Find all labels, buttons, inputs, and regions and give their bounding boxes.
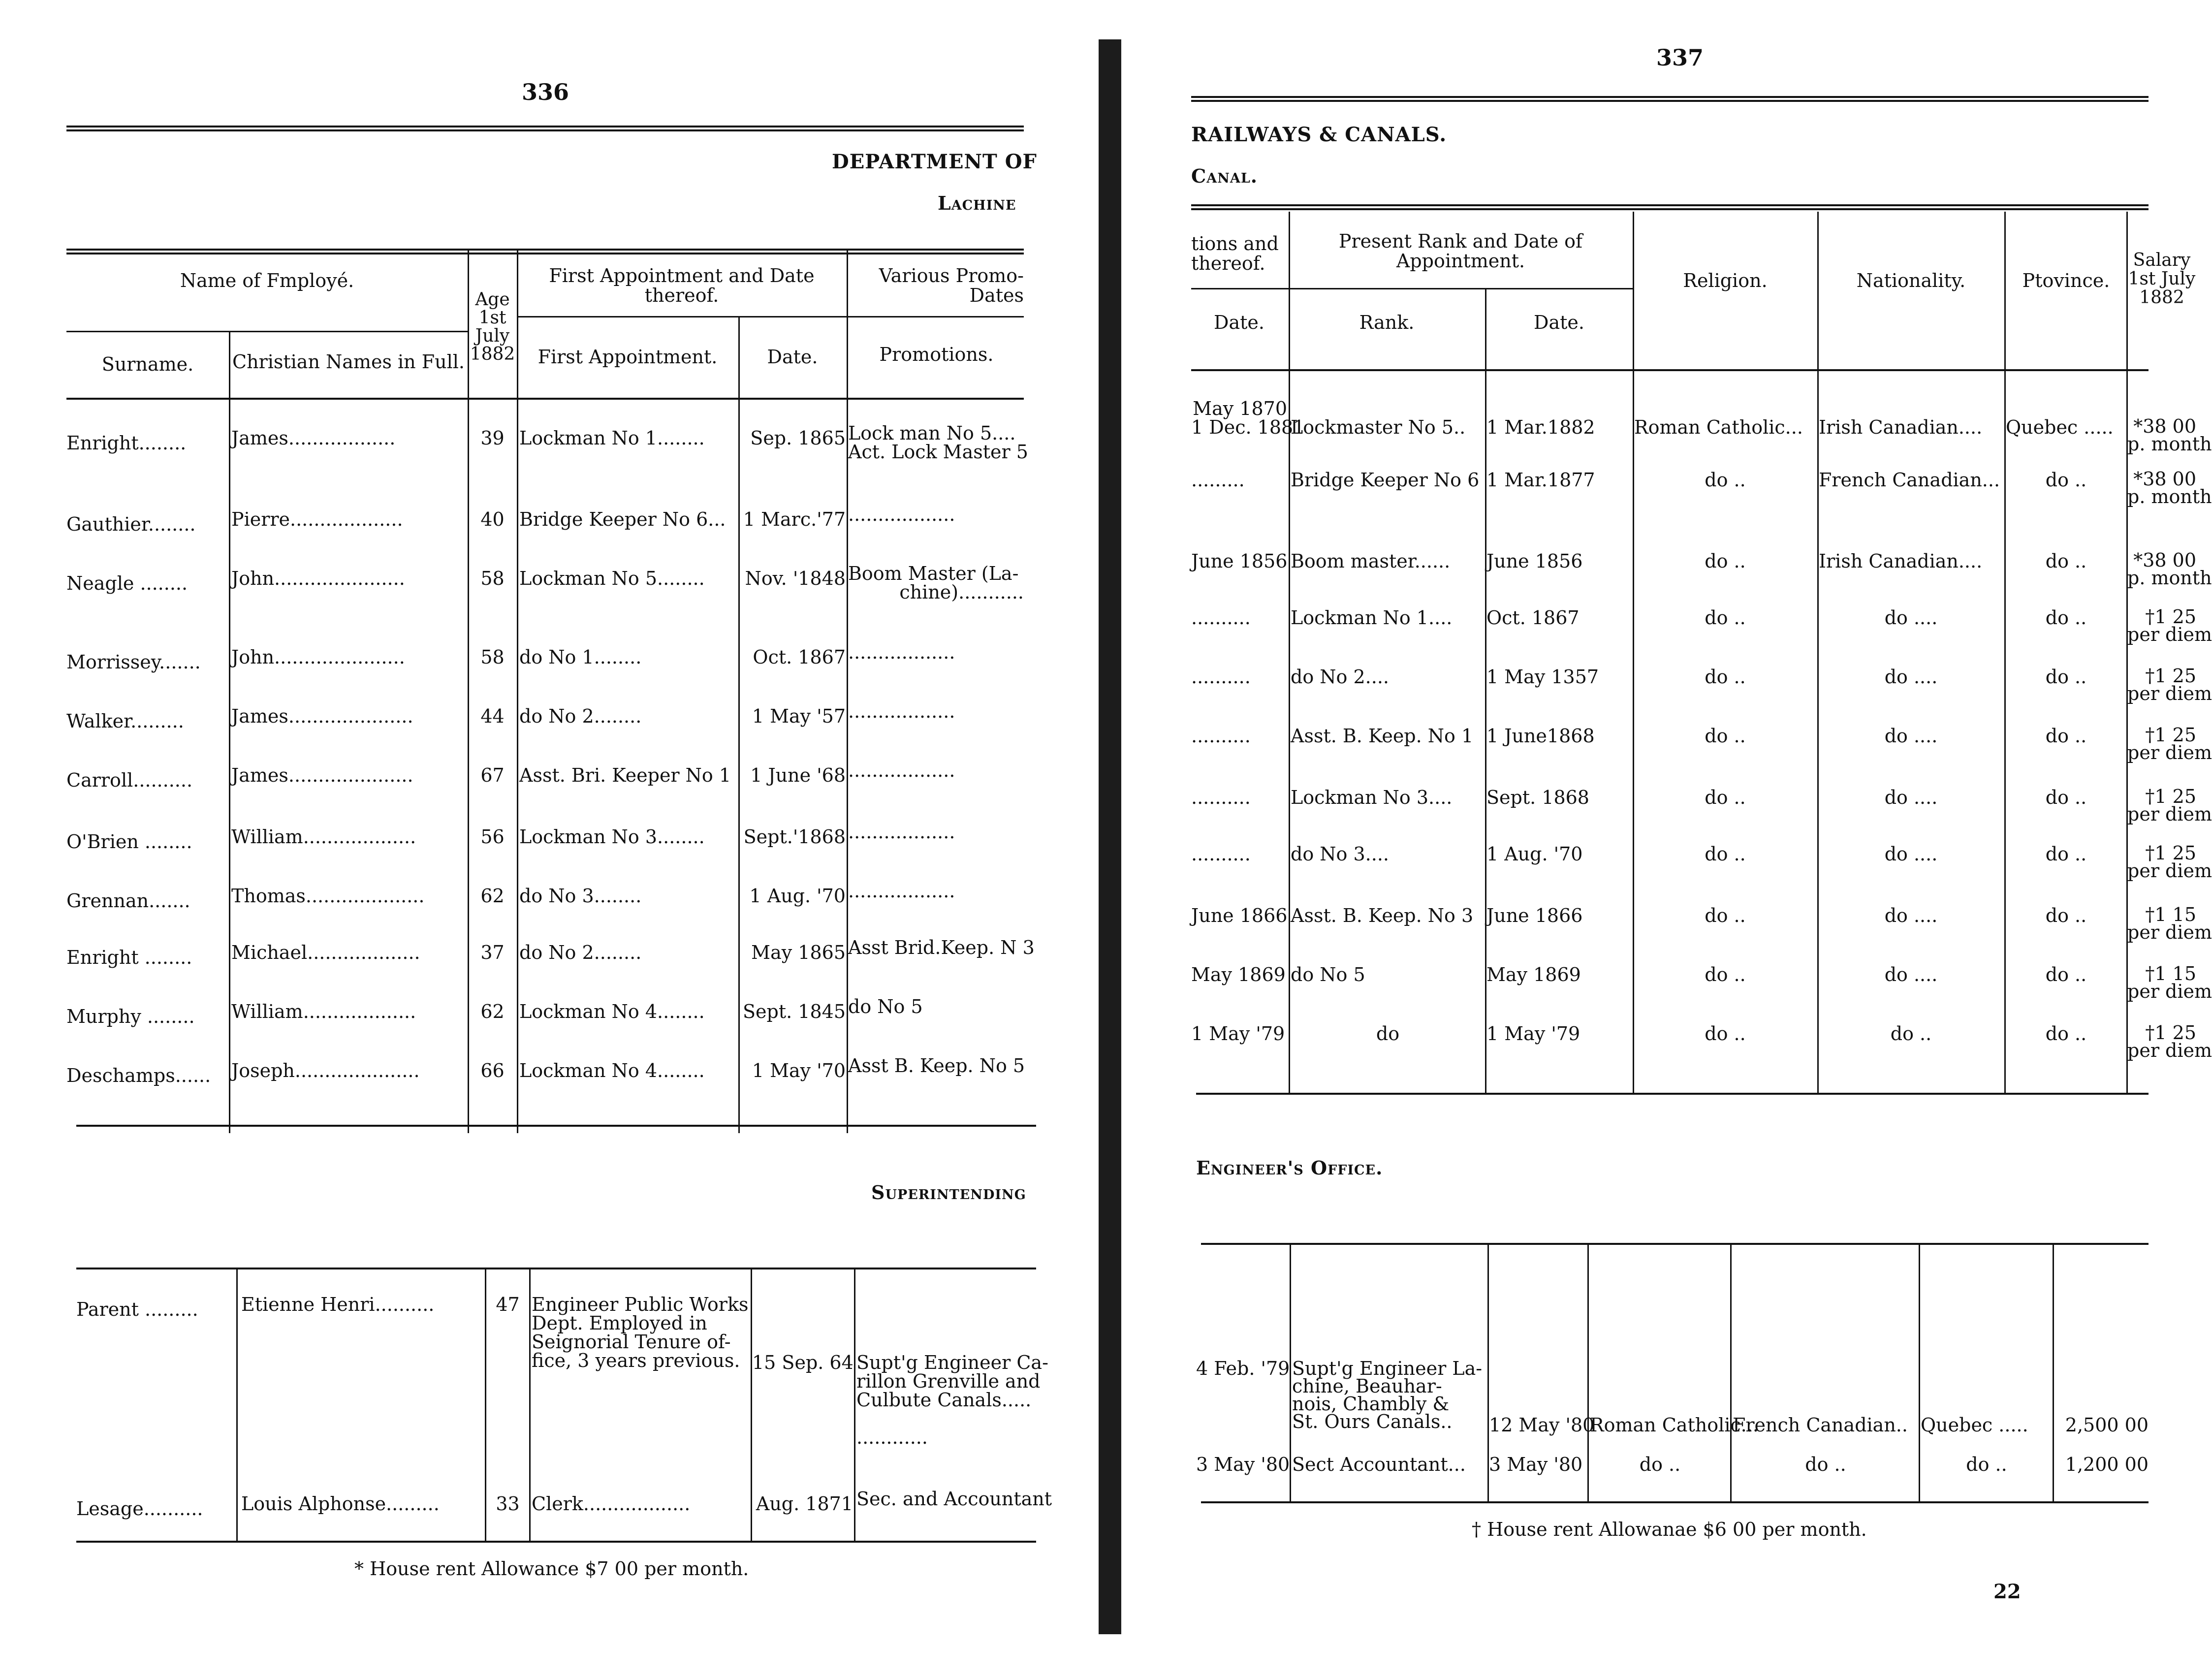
date-cell: 15 Sep. 64 [752,1352,853,1373]
surname-cell: Deschamps...... [66,1065,211,1086]
first-appointment-cell: Dept. Employed in [532,1312,707,1334]
province-cell: do .. [2045,469,2087,491]
age-cell: 62 [480,885,505,907]
divider [66,398,1024,400]
rank-date-cell: Sept. 1868 [1486,787,1589,808]
header-salary: Salary 1st July 1882 [2128,250,2196,308]
promotion-cell: Asst B. Keep. No 5 [848,1055,1025,1077]
divider [1191,204,2149,210]
header-rank-date: Date. [1534,312,1584,333]
salary-cell: per diem [2127,803,2212,825]
promotion-cell: .................. [848,504,955,525]
date-cell: 1 May '57 [752,705,846,727]
christian-name-cell: William................... [231,1001,416,1022]
divider [66,249,1024,254]
rank-cell: Supt'g Engineer La- [1292,1358,1483,1379]
rank-cell: chine, Beauhar- [1292,1375,1442,1397]
salary-cell: †1 25 [2145,665,2196,687]
promotion-cell: do No 5 [848,996,923,1017]
first-appointment-cell: Lockman No 5........ [519,568,705,589]
nationality-cell: do .... [1884,666,1938,688]
age-cell: 39 [480,427,505,449]
divider [66,126,1024,131]
promotion-date-cell: 1 May '79 [1191,1023,1285,1045]
header-first-appt-group: First Appointment and Date thereof. [549,265,815,306]
rank-date-cell: June 1866 [1486,905,1583,926]
header-nationality: Nationality. [1856,270,1966,291]
date-cell: Aug. 1871 [756,1493,853,1515]
date-cell: 1 May '70 [752,1060,846,1081]
header-promo-group: Various Promo- Dates [879,265,1024,306]
religion-cell: Roman Catholic... [1634,416,1803,438]
header-province: Ptovince. [2022,270,2110,291]
surname-cell: Gauthier........ [66,513,196,535]
rank-date-cell: 1 May 1357 [1486,666,1599,688]
divider [76,1268,1036,1269]
first-appointment-cell: do No 1........ [519,646,642,668]
first-appointment-cell: Seignorial Tenure of- [532,1331,731,1353]
surname-cell: Enright........ [66,432,187,454]
salary-cell: *38 00 [2133,415,2196,437]
surname-cell: Walker......... [66,710,184,732]
promotion-date-cell: June 1866 [1191,905,1288,926]
province-cell: do .. [2045,843,2087,865]
age-cell: 40 [480,508,505,530]
divider [1196,1093,2149,1095]
promotion-cell: .................. [848,641,955,663]
promotion-cell: Culbute Canals..... [856,1389,1032,1411]
age-cell: 58 [480,646,505,668]
nationality-cell: do .. [1805,1454,1846,1475]
binding-gutter [1099,39,1121,1634]
first-appointment-cell: Engineer Public Works [532,1294,749,1315]
promotion-date-cell: .......... [1191,666,1251,688]
salary-cell: 2,500 00 [2065,1414,2149,1436]
christian-name-cell: Thomas.................... [231,885,425,907]
salary-cell: per diem [2127,1040,2212,1061]
age-cell: 62 [480,1001,505,1022]
rank-date-cell: 12 May '80 [1489,1414,1595,1436]
promotion-date-cell: .......... [1191,843,1251,865]
promotion-date-cell: May 1869 [1191,964,1286,985]
header-name-group: Name of Fmployé. [180,270,354,291]
divider [76,1125,1036,1127]
salary-cell: †1 25 [2145,724,2196,746]
column-line [2126,212,2128,1093]
christian-name-cell: Pierre................... [231,508,403,530]
first-appointment-cell: fice, 3 years previous. [532,1350,740,1371]
rank-cell: Asst. B. Keep. No 3 [1291,905,1474,926]
divider [1201,1501,2149,1503]
footnote: † House rent Allowanae $6 00 per month. [1472,1519,1867,1540]
rank-date-cell: June 1856 [1486,550,1583,572]
salary-cell: per diem [2127,624,2212,645]
nationality-cell: do .... [1884,905,1938,926]
promotion-date-cell: June 1856 [1191,550,1288,572]
surname-cell: Morrissey....... [66,651,201,673]
column-line [1290,1243,1291,1501]
rank-date-cell: Oct. 1867 [1486,607,1580,629]
salary-cell: †1 25 [2145,786,2196,807]
page-number: 337 [1656,44,1704,71]
rank-cell: Sect Accountant... [1292,1454,1466,1475]
header-age: Age 1st July 1882 [470,289,515,364]
divider [1191,96,2149,102]
department-heading: RAILWAYS & CANALS. [1191,123,1447,146]
province-cell: do .. [2045,964,2087,985]
rank-date-cell: May 1869 [1486,964,1581,985]
first-appointment-cell: Lockman No 1........ [519,427,705,449]
first-appointment-cell: do No 2........ [519,705,642,727]
rank-date-cell: 3 May '80 [1489,1454,1583,1475]
surname-cell: Lesage.......... [76,1498,203,1520]
religion-cell: do .. [1639,1454,1681,1475]
header-first-appt: First Appointment. [537,346,718,368]
column-line [1633,212,1634,1093]
column-line [2053,1243,2054,1501]
superintending-label: Superintending [871,1181,1026,1204]
date-cell: May 1865 [751,942,846,963]
salary-cell: per diem [2127,860,2212,882]
nationality-cell: do .... [1884,843,1938,865]
nationality-cell: Irish Canadian.... [1819,416,1983,438]
province-cell: do .. [2045,550,2087,572]
christian-name-cell: John...................... [231,568,405,589]
rank-date-cell: 1 Aug. '70 [1486,843,1583,865]
header-rank-group: Present Rank and Date of Appointment. [1338,230,1583,272]
age-cell: 58 [480,568,505,589]
province-cell: do .. [2045,725,2087,747]
date-cell: 1 Aug. '70 [749,885,846,907]
rank-cell: do No 3.... [1291,843,1389,865]
province-cell: do .. [2045,666,2087,688]
divider [76,1541,1036,1543]
religion-cell: do .. [1705,787,1746,808]
rank-date-cell: 1 May '79 [1486,1023,1580,1045]
promotion-date-cell: .......... [1191,607,1251,629]
rank-cell: Lockmaster No 5.. [1291,416,1466,438]
promotion-cell: .................. [848,821,955,843]
salary-cell: per diem [2127,742,2212,763]
date-cell: 1 June '68 [750,764,846,786]
column-line [1730,1243,1732,1501]
rank-cell: do [1376,1023,1400,1045]
divider [517,316,1024,317]
surname-cell: Enright ........ [66,947,192,968]
rank-cell: do No 5 [1291,964,1365,985]
rank-cell: Asst. B. Keep. No 1 [1291,725,1474,747]
left-page [0,0,1093,1680]
christian-name-cell: Michael................... [231,942,420,963]
age-cell: 47 [496,1294,520,1315]
first-appointment-cell: Lockman No 4........ [519,1060,705,1081]
date-cell: Sep. 1865 [750,427,846,449]
province-cell: do .. [1966,1454,2007,1475]
promotion-date-cell: 3 May '80 [1196,1454,1290,1475]
christian-name-cell: Joseph..................... [231,1060,420,1081]
promotion-cell: Boom Master (La- [848,563,1019,584]
promotion-date-cell: May 1870 [1193,398,1287,419]
salary-cell: per diem [2127,921,2212,943]
religion-cell: do .. [1705,469,1746,491]
first-appointment-cell: Bridge Keeper No 6... [519,508,726,530]
first-appointment-cell: do No 3........ [519,885,642,907]
promotion-cell: Sec. and Accountant [856,1488,1052,1510]
rank-date-cell: 1 Mar.1877 [1486,469,1595,491]
christian-name-cell: James..................... [231,764,413,786]
promotion-date-cell: .......... [1191,725,1251,747]
date-cell: Sept.'1868 [743,826,846,848]
christian-name-cell: John...................... [231,646,405,668]
footnote: * House rent Allowance $7 00 per month. [354,1558,749,1580]
promotion-cell: .................. [848,700,955,722]
column-line [529,1268,531,1541]
section-subheading: Canal. [1191,165,1258,187]
religion-cell: do .. [1705,666,1746,688]
religion-cell: do .. [1705,905,1746,926]
rank-cell: do No 2.... [1291,666,1389,688]
promotion-cell: Lock man No 5.... [848,422,1016,444]
promotion-date-cell: 1 Dec. 1881 [1191,416,1305,438]
age-cell: 66 [480,1060,505,1081]
divider [1191,288,1634,289]
signature-mark: 22 [1993,1580,2021,1603]
rank-cell: nois, Chambly & [1292,1393,1450,1415]
promotion-cell: chine)........... [899,581,1024,603]
promotion-cell: .................. [848,880,955,902]
salary-cell: *38 00 [2133,549,2196,571]
religion-cell: do .. [1705,964,1746,985]
header-christian: Christian Names in Full. [232,351,465,373]
christian-name-cell: James..................... [231,705,413,727]
salary-cell: *38 00 [2133,468,2196,490]
promotion-cell: .................. [848,760,955,781]
salary-cell: per diem [2127,683,2212,704]
surname-cell: Grennan....... [66,890,190,912]
rank-date-cell: 1 Mar.1882 [1486,416,1595,438]
section-subheading: Lachine [938,192,1016,214]
age-cell: 37 [480,942,505,963]
surname-cell: Parent ......... [76,1299,198,1320]
page-number: 336 [522,79,569,105]
surname-cell: Carroll.......... [66,769,193,791]
column-line [1587,1243,1589,1501]
christian-name-cell: Louis Alphonse......... [241,1493,440,1515]
header-promotions: Promotions. [879,344,994,365]
age-cell: 67 [480,764,505,786]
age-cell: 33 [496,1493,520,1515]
salary-cell: p. month [2127,433,2212,455]
surname-cell: O'Brien ........ [66,831,192,853]
nationality-cell: do .. [1890,1023,1932,1045]
promotion-date-cell: .......... [1191,787,1251,808]
divider [66,331,468,332]
right-page [1132,0,2212,1680]
header-religion: Religion. [1683,270,1768,291]
surname-cell: Murphy ........ [66,1006,195,1027]
rank-cell: Boom master...... [1291,550,1451,572]
rank-date-cell: 1 June1868 [1486,725,1595,747]
first-appointment-cell: Clerk.................. [532,1493,691,1515]
promotion-cell: Act. Lock Master 5 [848,441,1028,463]
religion-cell: do .. [1705,1023,1746,1045]
age-cell: 56 [480,826,505,848]
province-cell: Quebec ..... [2006,416,2114,438]
promotion-cell: ............ [856,1426,928,1448]
date-cell: 1 Marc.'77 [743,508,846,530]
nationality-cell: Irish Canadian.... [1819,550,1983,572]
christian-name-cell: James.................. [231,427,396,449]
promotion-cell: rillon Grenville and [856,1370,1041,1392]
nationality-cell: do .... [1884,607,1938,629]
column-line [468,249,469,1133]
column-line [236,1268,238,1541]
divider [1201,1243,2149,1245]
salary-cell: p. month [2127,567,2212,589]
rank-cell: Lockman No 1.... [1291,607,1453,629]
header-promo-date: Date. [1214,312,1264,333]
nationality-cell: do .... [1884,725,1938,747]
promotion-date-cell: ......... [1191,469,1245,491]
salary-cell: p. month [2127,486,2212,507]
nationality-cell: do .... [1884,787,1938,808]
header-date: Date. [767,346,818,368]
religion-cell: do .. [1705,607,1746,629]
promotion-cell: Asst Brid.Keep. N 3 [848,937,1035,958]
religion-cell: do .. [1705,725,1746,747]
column-line [1289,212,1290,1093]
rank-cell: St. Ours Canals.. [1292,1411,1453,1432]
salary-cell: †1 15 [2145,963,2196,984]
promotion-cell: Supt'g Engineer Ca- [856,1352,1048,1373]
religion-cell: Roman Catholic... [1590,1414,1759,1436]
date-cell: Oct. 1867 [753,646,846,668]
province-cell: do .. [2045,787,2087,808]
date-cell: Sept. 1845 [743,1001,846,1022]
salary-cell: 1,200 00 [2065,1454,2149,1475]
religion-cell: do .. [1705,550,1746,572]
salary-cell: †1 15 [2145,904,2196,925]
column-line [854,1268,855,1541]
column-line [2004,212,2006,1093]
nationality-cell: do .... [1884,964,1938,985]
column-line [517,249,518,1133]
date-cell: Nov. '1848 [745,568,846,589]
header-surname: Surname. [101,353,194,375]
column-line [1817,212,1819,1093]
rank-cell: Lockman No 3.... [1291,787,1453,808]
christian-name-cell: William................... [231,826,416,848]
promotion-date-cell: 4 Feb. '79 [1196,1358,1290,1379]
engineer-office-label: Engineer's Office. [1196,1157,1383,1179]
salary-cell: †1 25 [2145,606,2196,628]
first-appointment-cell: Lockman No 4........ [519,1001,705,1022]
header-rank: Rank. [1359,312,1415,333]
nationality-cell: French Canadian... [1819,469,2000,491]
surname-cell: Neagle ........ [66,572,188,594]
column-line [229,331,230,1133]
religion-cell: do .. [1705,843,1746,865]
salary-cell: †1 25 [2145,842,2196,864]
province-cell: do .. [2045,607,2087,629]
first-appointment-cell: do No 2........ [519,942,642,963]
salary-cell: †1 25 [2145,1022,2196,1044]
age-cell: 44 [480,705,505,727]
first-appointment-cell: Asst. Bri. Keeper No 1 [519,764,731,786]
department-heading: DEPARTMENT OF [832,150,1037,173]
province-cell: Quebec ..... [1921,1414,2028,1436]
rank-cell: Bridge Keeper No 6 [1291,469,1480,491]
nationality-cell: French Canadian.. [1733,1414,1908,1436]
header-promo-group: tions and thereof. [1191,233,1279,274]
salary-cell: per diem [2127,981,2212,1002]
christian-name-cell: Etienne Henri.......... [241,1294,435,1315]
first-appointment-cell: Lockman No 3........ [519,826,705,848]
province-cell: do .. [2045,905,2087,926]
province-cell: do .. [2045,1023,2087,1045]
column-line [1919,1243,1920,1501]
